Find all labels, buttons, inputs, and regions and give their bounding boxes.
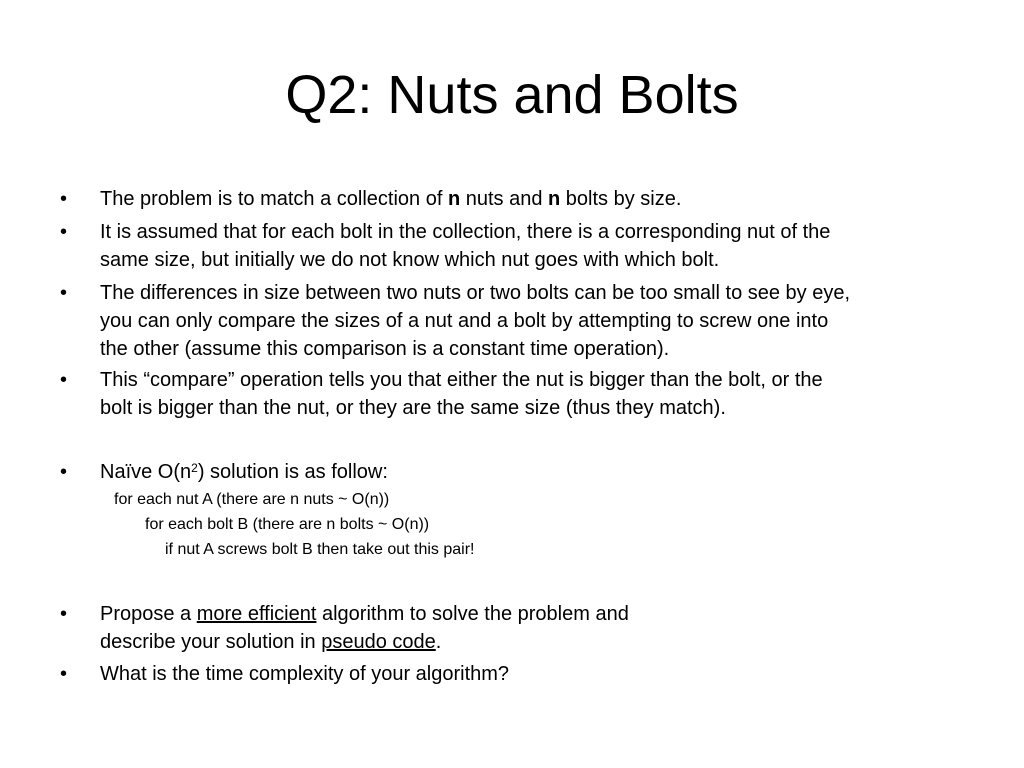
underlined-pseudo-code: pseudo code xyxy=(321,631,436,653)
bullet-text: nuts and xyxy=(460,188,549,210)
bullet-text: Naïve O(n xyxy=(100,461,192,483)
underlined-more-efficient: more efficient xyxy=(196,603,317,625)
bullet-text: algorithm to solve the problem and xyxy=(316,603,629,625)
bullet-text: What is the time complexity of your algorithm? xyxy=(100,663,510,685)
bullet-line: same size, but initially we do not know which nut goes with which bolt. xyxy=(100,249,720,271)
bullet-text: . xyxy=(435,631,442,653)
bullet-time-complexity xyxy=(60,660,970,688)
bullet-line xyxy=(100,628,970,656)
bullet-icon: • xyxy=(60,188,68,210)
bullet-text: The problem is to match a collection of xyxy=(100,188,448,210)
bullet-line: This “compare” operation tells you that either the nut is bigger than the bolt, or the xyxy=(100,369,823,391)
bullet-icon: • xyxy=(60,282,68,304)
bullet-icon: • xyxy=(60,221,68,243)
bullet-problem-statement xyxy=(60,185,970,213)
bullet-line: It is assumed that for each bolt in the collection, there is a corresponding nut of the xyxy=(100,221,831,243)
bullet-line: The differences in size between two nuts or two bolts can be too small to see by eye, xyxy=(100,282,851,304)
code-line-match: if nut A screws bolt B then take out this pair! xyxy=(165,541,475,558)
superscript: 2 xyxy=(191,461,198,475)
n-variable: n xyxy=(548,188,561,210)
bullet-propose-algorithm xyxy=(60,600,970,656)
code-line-outer-loop: for each nut A (there are n nuts ~ O(n)) xyxy=(114,491,390,508)
bullet-line: the other (assume this comparison is a constant time operation). xyxy=(100,338,670,360)
bullet-size-differences xyxy=(60,279,970,363)
slide-title: Q2: Nuts and Bolts xyxy=(285,65,739,125)
bullet-compare-operation xyxy=(60,366,970,422)
bullet-icon: • xyxy=(60,603,68,625)
bullet-line xyxy=(100,600,970,628)
bullet-line: you can only compare the sizes of a nut and a bolt by attempting to screw one into xyxy=(100,310,829,332)
bullet-icon: • xyxy=(60,663,68,685)
bullet-assumption xyxy=(60,218,970,274)
bullet-icon: • xyxy=(60,461,68,483)
bullet-text: bolts by size. xyxy=(560,188,682,210)
code-line-inner-loop: for each bolt B (there are n bolts ~ O(n)) xyxy=(145,516,430,533)
bullet-text: describe your solution in xyxy=(100,631,322,653)
n-variable: n xyxy=(447,188,461,210)
bullet-naive-solution xyxy=(60,458,970,486)
bullet-text: Propose a xyxy=(100,603,197,625)
bullet-line: bolt is bigger than the nut, or they are the same size (thus they match). xyxy=(100,397,726,419)
bullet-text: ) solution is as follow: xyxy=(197,461,388,483)
bullet-icon: • xyxy=(60,369,68,391)
